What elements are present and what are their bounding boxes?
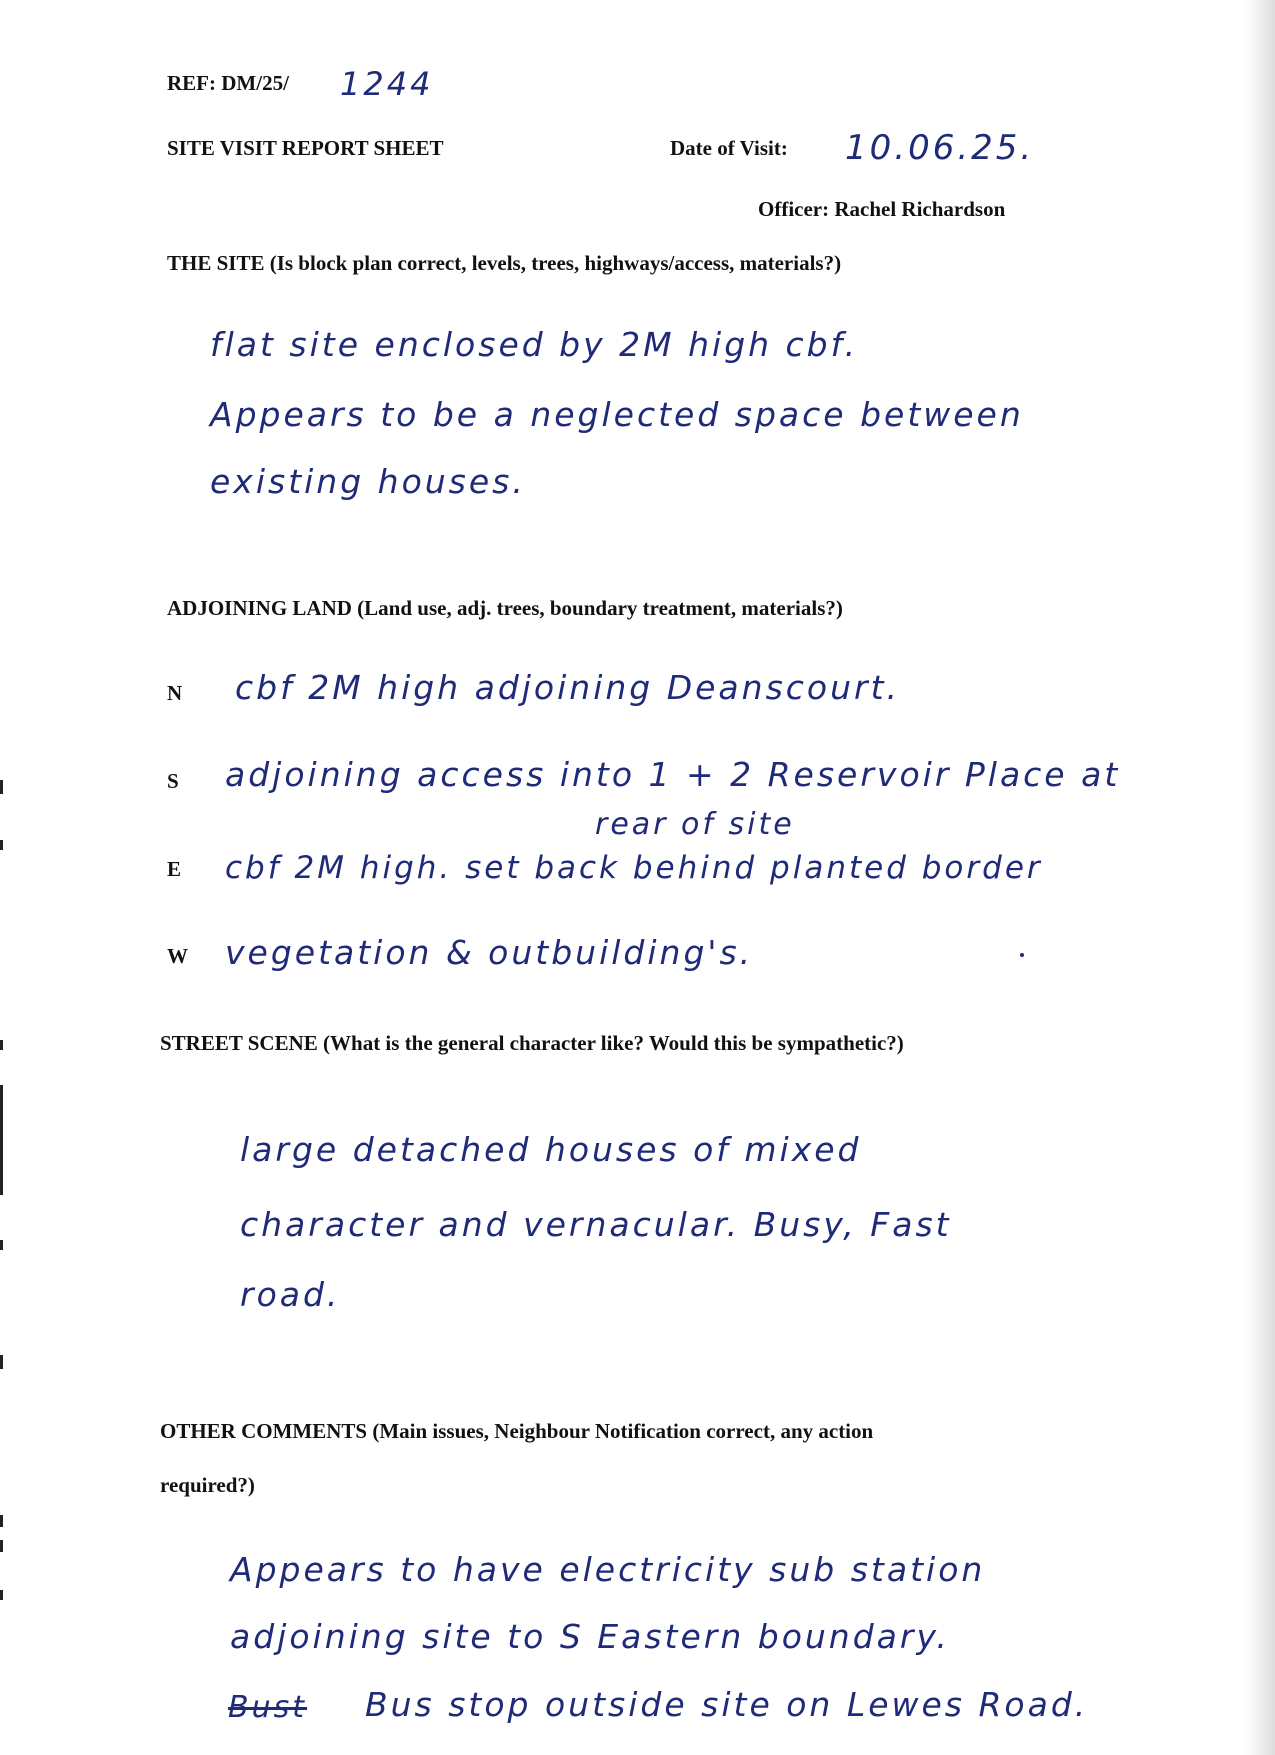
- other-line-1: Appears to have electricity sub station: [230, 1550, 986, 1589]
- west-label: W: [167, 944, 188, 968]
- south-label: S: [167, 769, 179, 793]
- site-line-3: existing houses.: [210, 462, 526, 501]
- visit-date-label: Date of Visit:: [670, 136, 788, 160]
- sheet-title: SITE VISIT REPORT SHEET: [167, 136, 444, 160]
- visit-date-value: 10.06.25.: [845, 128, 1035, 168]
- site-line-1: flat site enclosed by 2M high cbf.: [210, 325, 859, 364]
- east-label: E: [167, 857, 182, 881]
- north-label: N: [167, 681, 183, 705]
- site-heading: THE SITE (Is block plan correct, levels, trees, highways/access, materials?): [167, 251, 842, 275]
- scan-margin-marks: [0, 0, 4, 1755]
- scan-edge-shadow: [1245, 0, 1275, 1755]
- south-text-continued: rear of site: [595, 807, 795, 842]
- other-line-2: adjoining site to S Eastern boundary.: [230, 1617, 950, 1656]
- ink-dot: [1020, 953, 1024, 957]
- street-line-1: large detached houses of mixed: [240, 1130, 862, 1169]
- west-text: vegetation & outbuilding's.: [225, 933, 754, 972]
- struck-word: Bust: [228, 1690, 307, 1725]
- site-line-2: Appears to be a neglected space between: [210, 395, 1024, 434]
- north-text: cbf 2M high adjoining Deanscourt.: [235, 668, 901, 707]
- adjoining-heading: ADJOINING LAND (Land use, adj. trees, boundary treatment, materials?): [167, 596, 843, 620]
- other-heading-line-1: OTHER COMMENTS (Main issues, Neighbour Notification correct, any action: [160, 1419, 874, 1443]
- other-heading-line-2: required?): [160, 1473, 255, 1497]
- ref-label: REF: DM/25/: [167, 71, 289, 95]
- ref-number: 1244: [340, 65, 434, 103]
- east-text: cbf 2M high. set back behind planted border: [225, 850, 1043, 886]
- other-line-3: Bus stop outside site on Lewes Road.: [365, 1685, 1089, 1724]
- officer-name: Officer: Rachel Richardson: [758, 197, 1006, 221]
- south-text: adjoining access into 1 + 2 Reservoir Place at: [225, 755, 1121, 794]
- street-heading: STREET SCENE (What is the general character like? Would this be sympathetic?): [160, 1031, 904, 1055]
- street-line-3: road.: [240, 1275, 341, 1314]
- street-line-2: character and vernacular. Busy, Fast: [240, 1205, 952, 1244]
